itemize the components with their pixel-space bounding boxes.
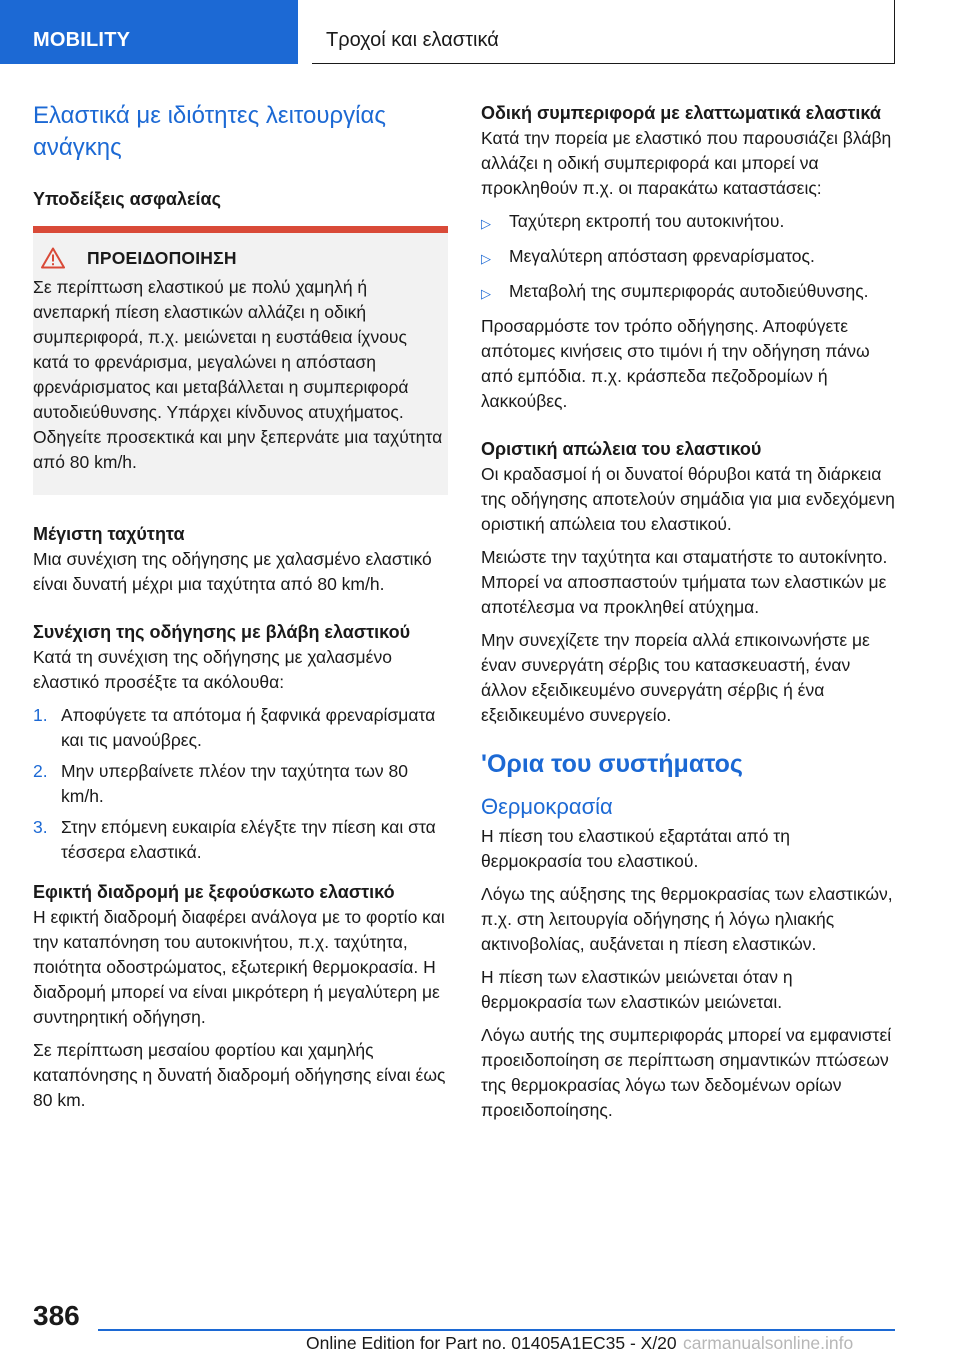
max-speed-heading: Μέγιστη ταχύτητα	[33, 524, 185, 544]
range-paragraph: Η εφικτή διαδρομή διαφέρει ανάλογα με το φορτίο και την καταπόνηση του αυτοκινήτου, π.χ. ταχύτητα, ποιότητα οδοστρώματος, εξωτερική θερμοκρασία. Η διαδρομή μπορεί να είναι μικρότερη ή μεγαλύτερη με συντηρητική οδήγηση.	[33, 907, 445, 1027]
list-text: Μην υπερβαίνετε πλέον την ταχύτητα των 80 km/h.	[61, 761, 408, 806]
continue-heading: Συνέχιση της οδήγησης με βλάβη ελαστικού	[33, 622, 411, 642]
range-heading: Εφικτή διαδρομή με ξεφούσκωτο ελαστικό	[33, 882, 395, 902]
section-tab	[0, 0, 298, 64]
warning-title-row	[33, 247, 448, 269]
list-item	[481, 244, 895, 271]
list-number: 3.	[33, 817, 48, 837]
warning-box	[33, 233, 448, 495]
behavior-text: Κατά την πορεία με ελαστικό που παρουσιάζει βλάβη αλλάζει η οδική συμπεριφορά και μπορεί να προκληθούν π.χ. οι παρακάτω καταστάσεις:	[481, 128, 892, 198]
limits-heading: 'Ορια του συστήματος	[481, 750, 743, 778]
final-loss-paragraph: Μην συνεχίζετε την πορεία αλλά επικοινωνήστε με έναν συνεργάτη σέρβις του κατασκευαστή, έναν άλλον εξειδικευμένο συνεργάτη σέρβις ή ένα εξειδικευμένο συνεργείο.	[481, 630, 870, 725]
section-title: MOBILITY	[33, 29, 131, 51]
list-number: 2.	[33, 761, 48, 781]
warning-text: Σε περίπτωση ελαστικού με πολύ χαμηλή ή ανεπαρκή πίεση ελαστικών αλλάζει η οδική συμπεριφορά, π.χ. μειώνεται η ευστάθεια ίχνους κατά το φρενάρισμα, μεγαλώνει η απόσταση φρενάρισματος και μεταβάλλεται η συμπεριφορά αυτοδιεύθυνσης. Υπάρχει κίνδυνος ατυχήματος. Οδηγείτε προσεκτικά και μην ξεπερνάτε μια ταχύτητα από 80 km/h.	[33, 277, 443, 472]
triangle-bullet-icon: ▷	[481, 251, 491, 266]
list-text: Μεγαλύτερη απόσταση φρεναρίσματος.	[509, 246, 815, 266]
final-loss-paragraph: Μειώστε την ταχύτητα και σταματήστε το αυτοκίνητο. Μπορεί να αποσπαστούν τμήματα των ελαστικών με αποτέλεσμα να προκληθεί ατύχημα.	[481, 547, 888, 617]
warning-rule	[33, 226, 448, 233]
safety-heading: Υποδείξεις ασφαλείας	[33, 189, 221, 209]
watermark: carmanualsonline.info	[683, 1333, 854, 1353]
list-text: Ταχύτερη εκτροπή του αυτοκινήτου.	[509, 211, 785, 231]
list-item	[481, 279, 895, 306]
chapter-title: Τροχοί και ελαστικά	[326, 29, 499, 51]
max-speed-text: Μια συνέχιση της οδήγησης με χαλασμένο ελαστικό είναι δυνατή μέχρι μια ταχύτητα από 80 km/h.	[33, 549, 432, 594]
final-loss-paragraph: Οι κραδασμοί ή οι δυνατοί θόρυβοι κατά τη διάρκεια της οδήγησης αποτελούν σημάδια για μια ενδεχόμενη οριστική απώλεια του ελαστικού.	[481, 464, 895, 534]
behavior-advice: Προσαρμόστε τον τρόπο οδήγησης. Αποφύγετε απότομες κινήσεις στο τιμόνι ή την οδήγηση πάνω από εμπόδια. π.χ. κράσπεδα πεζοδρομίων ή λακκούβες.	[481, 316, 870, 411]
right-column	[481, 100, 895, 1131]
list-item	[33, 703, 448, 753]
warning-title: ΠΡΟΕΙΔΟΠΟΙΗΣΗ	[87, 247, 237, 268]
triangle-bullet-icon: ▷	[481, 216, 491, 231]
temperature-paragraph: Λόγω της αύξησης της θερμοκρασίας των ελαστικών, π.χ. στη λειτουργία οδήγησης ή λόγω ηλιακής ακτινοβολίας, αυξάνεται η πίεση ελαστικών.	[481, 884, 893, 954]
footer-edition: Online Edition for Part no. 01405A1EC35 - X/20	[306, 1333, 677, 1353]
triangle-bullet-icon: ▷	[481, 286, 491, 301]
continue-text: Κατά τη συνέχιση της οδήγησης με χαλασμένο ελαστικό προσέξτε τα ακόλουθα:	[33, 647, 392, 692]
warning-triangle-icon	[41, 247, 65, 269]
left-column	[33, 100, 448, 1121]
list-text: Μεταβολή της συμπεριφοράς αυτοδιεύθυνσης.	[509, 281, 869, 301]
final-loss-heading: Οριστική απώλεια του ελαστικού	[481, 439, 762, 459]
list-item	[33, 815, 448, 865]
chapter-header	[312, 0, 895, 64]
behavior-heading: Οδική συμπεριφορά με ελαττωματικά ελαστικά	[481, 103, 881, 123]
temperature-paragraph: Η πίεση του ελαστικού εξαρτάται από τη θερμοκρασία του ελαστικού.	[481, 826, 790, 871]
list-text: Αποφύγετε τα απότομα ή ξαφνικά φρεναρίσματα και τις μανούβρες.	[61, 705, 436, 750]
page-number: 386	[33, 1300, 80, 1331]
temperature-heading: Θερμοκρασία	[481, 794, 613, 819]
list-text: Στην επόμενη ευκαιρία ελέγξτε την πίεση και στα τέσσερα ελαστικά.	[61, 817, 436, 862]
continue-list	[33, 703, 448, 865]
temperature-paragraph: Λόγω αυτής της συμπεριφοράς μπορεί να εμφανιστεί προειδοποίηση σε περίπτωση σημαντικών πτώσεων της θερμοκρασίας λόγω των δεδομένων ορίων προειδοποίησης.	[481, 1025, 892, 1120]
temperature-paragraph: Η πίεση των ελαστικών μειώνεται όταν η θερμοκρασία των ελαστικών μειώνεται.	[481, 967, 793, 1012]
list-number: 1.	[33, 705, 48, 725]
list-item	[33, 759, 448, 809]
footer-rule	[98, 1329, 895, 1331]
behavior-list	[481, 209, 895, 306]
range-paragraph: Σε περίπτωση μεσαίου φορτίου και χαμηλής καταπόνησης η δυνατή διαδρομή οδήγησης είναι έως 80 km.	[33, 1040, 446, 1110]
section-heading: Ελαστικά με ιδιότητες λειτουργίας ανάγκης	[33, 102, 386, 161]
list-item	[481, 209, 895, 236]
